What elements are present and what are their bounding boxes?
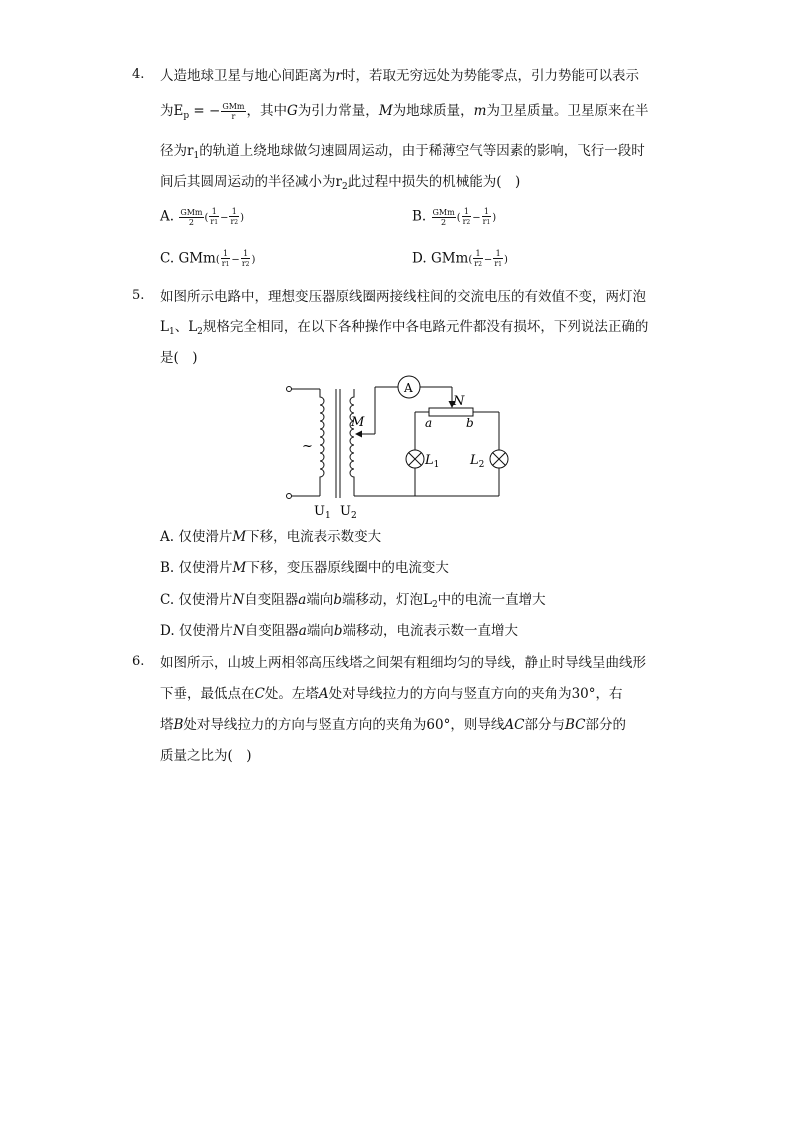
q6-line-2: 下垂，最低点在C处。左塔A处对导线拉力的方向与竖直方向的夹角为30°，右 [160,686,623,702]
label-n: N [453,394,465,409]
terminal [287,387,292,392]
label-l1: $L_1$ [425,453,440,470]
option-b[interactable]: B. $\frac{\text{GMm}}{2}$ ( $\frac{1}{r2}$ − $\frac{1}{r1}$ ) [412,207,497,227]
rheostat [429,408,473,416]
option-d[interactable]: D. 仅使滑片N自变阻器a端向b端移动，电流表示数一直增大 [160,623,518,639]
secondary-coil [350,389,354,496]
fraction: $\frac{\text{GMm}}{r}$ [222,102,245,121]
option-a[interactable]: A. $\frac{\text{GMm}}{2}$ ( $\frac{1}{r1}$ − $\frac{1}{r2}$ ) [160,207,245,227]
q6-line-4: 质量之比为( ) [160,748,252,764]
option-c[interactable]: C. GMm( $\frac{1}{r1}$ − $\frac{1}{r2}$ ) [160,249,256,268]
label-l2: $L_2$ [470,453,485,470]
label-m: M [351,415,365,430]
q4-line-2: 为$E_p$ = − $\frac{\text{GMm}}{r}$ ，其中G为引力常量，M为地球质量，m为卫星质量。卫星原来在半 [160,102,649,121]
q4-line-1: 人造地球卫星与地心间距离为r时，若取无穷远处为势能零点，引力势能可以表示 [160,68,639,84]
question-number: 5. [132,288,145,303]
slider-m-arrow [355,431,362,438]
question-number: 4. [132,67,145,82]
circuit-diagram [280,372,510,522]
q4-line-4: 间后其圆周运动的半径减小为$r_2$此过程中损失的机械能为( ) [160,174,521,192]
primary-coil [320,389,324,496]
option-a[interactable]: A. 仅使滑片M下移，电流表示数变大 [160,529,382,545]
q4-line-3: 径为$r_1$的轨道上绕地球做匀速圆周运动，由于稀薄空气等因素的影响，飞行一段时 [160,143,645,161]
label-u1: $U_1$ [314,504,331,521]
ac-source-label: ~ [302,439,313,454]
q5-line-1: 如图所示电路中，理想变压器原线圈两接线柱间的交流电压的有效值不变，两灯泡 [160,289,646,305]
q6-line-3: 塔B处对导线拉力的方向与竖直方向的夹角为60°，则导线AC部分与BC部分的 [160,717,626,733]
question-number: 6. [132,654,145,669]
q5-line-2: $L_1$、$L_2$规格完全相同，在以下各种操作中各电路元件都没有损坏，下列说法正确的 [160,319,649,337]
option-c[interactable]: C. 仅使滑片N自变阻器a端向b端移动，灯泡$L_2$中的电流一直增大 [160,592,546,610]
terminal [287,494,292,499]
q5-line-3: 是( ) [160,350,198,366]
label-b: b [466,416,474,430]
label-u2: $U_2$ [340,504,357,521]
option-b[interactable]: B. 仅使滑片M下移，变压器原线圈中的电流变大 [160,560,449,576]
option-d[interactable]: D. GMm( $\frac{1}{r2}$ − $\frac{1}{r1}$ ) [412,249,508,268]
q6-line-1: 如图所示，山坡上两相邻高压线塔之间架有粗细均匀的导线，静止时导线呈曲线形 [160,655,646,671]
label-a: a [425,416,433,430]
ammeter-label: A [404,381,413,395]
